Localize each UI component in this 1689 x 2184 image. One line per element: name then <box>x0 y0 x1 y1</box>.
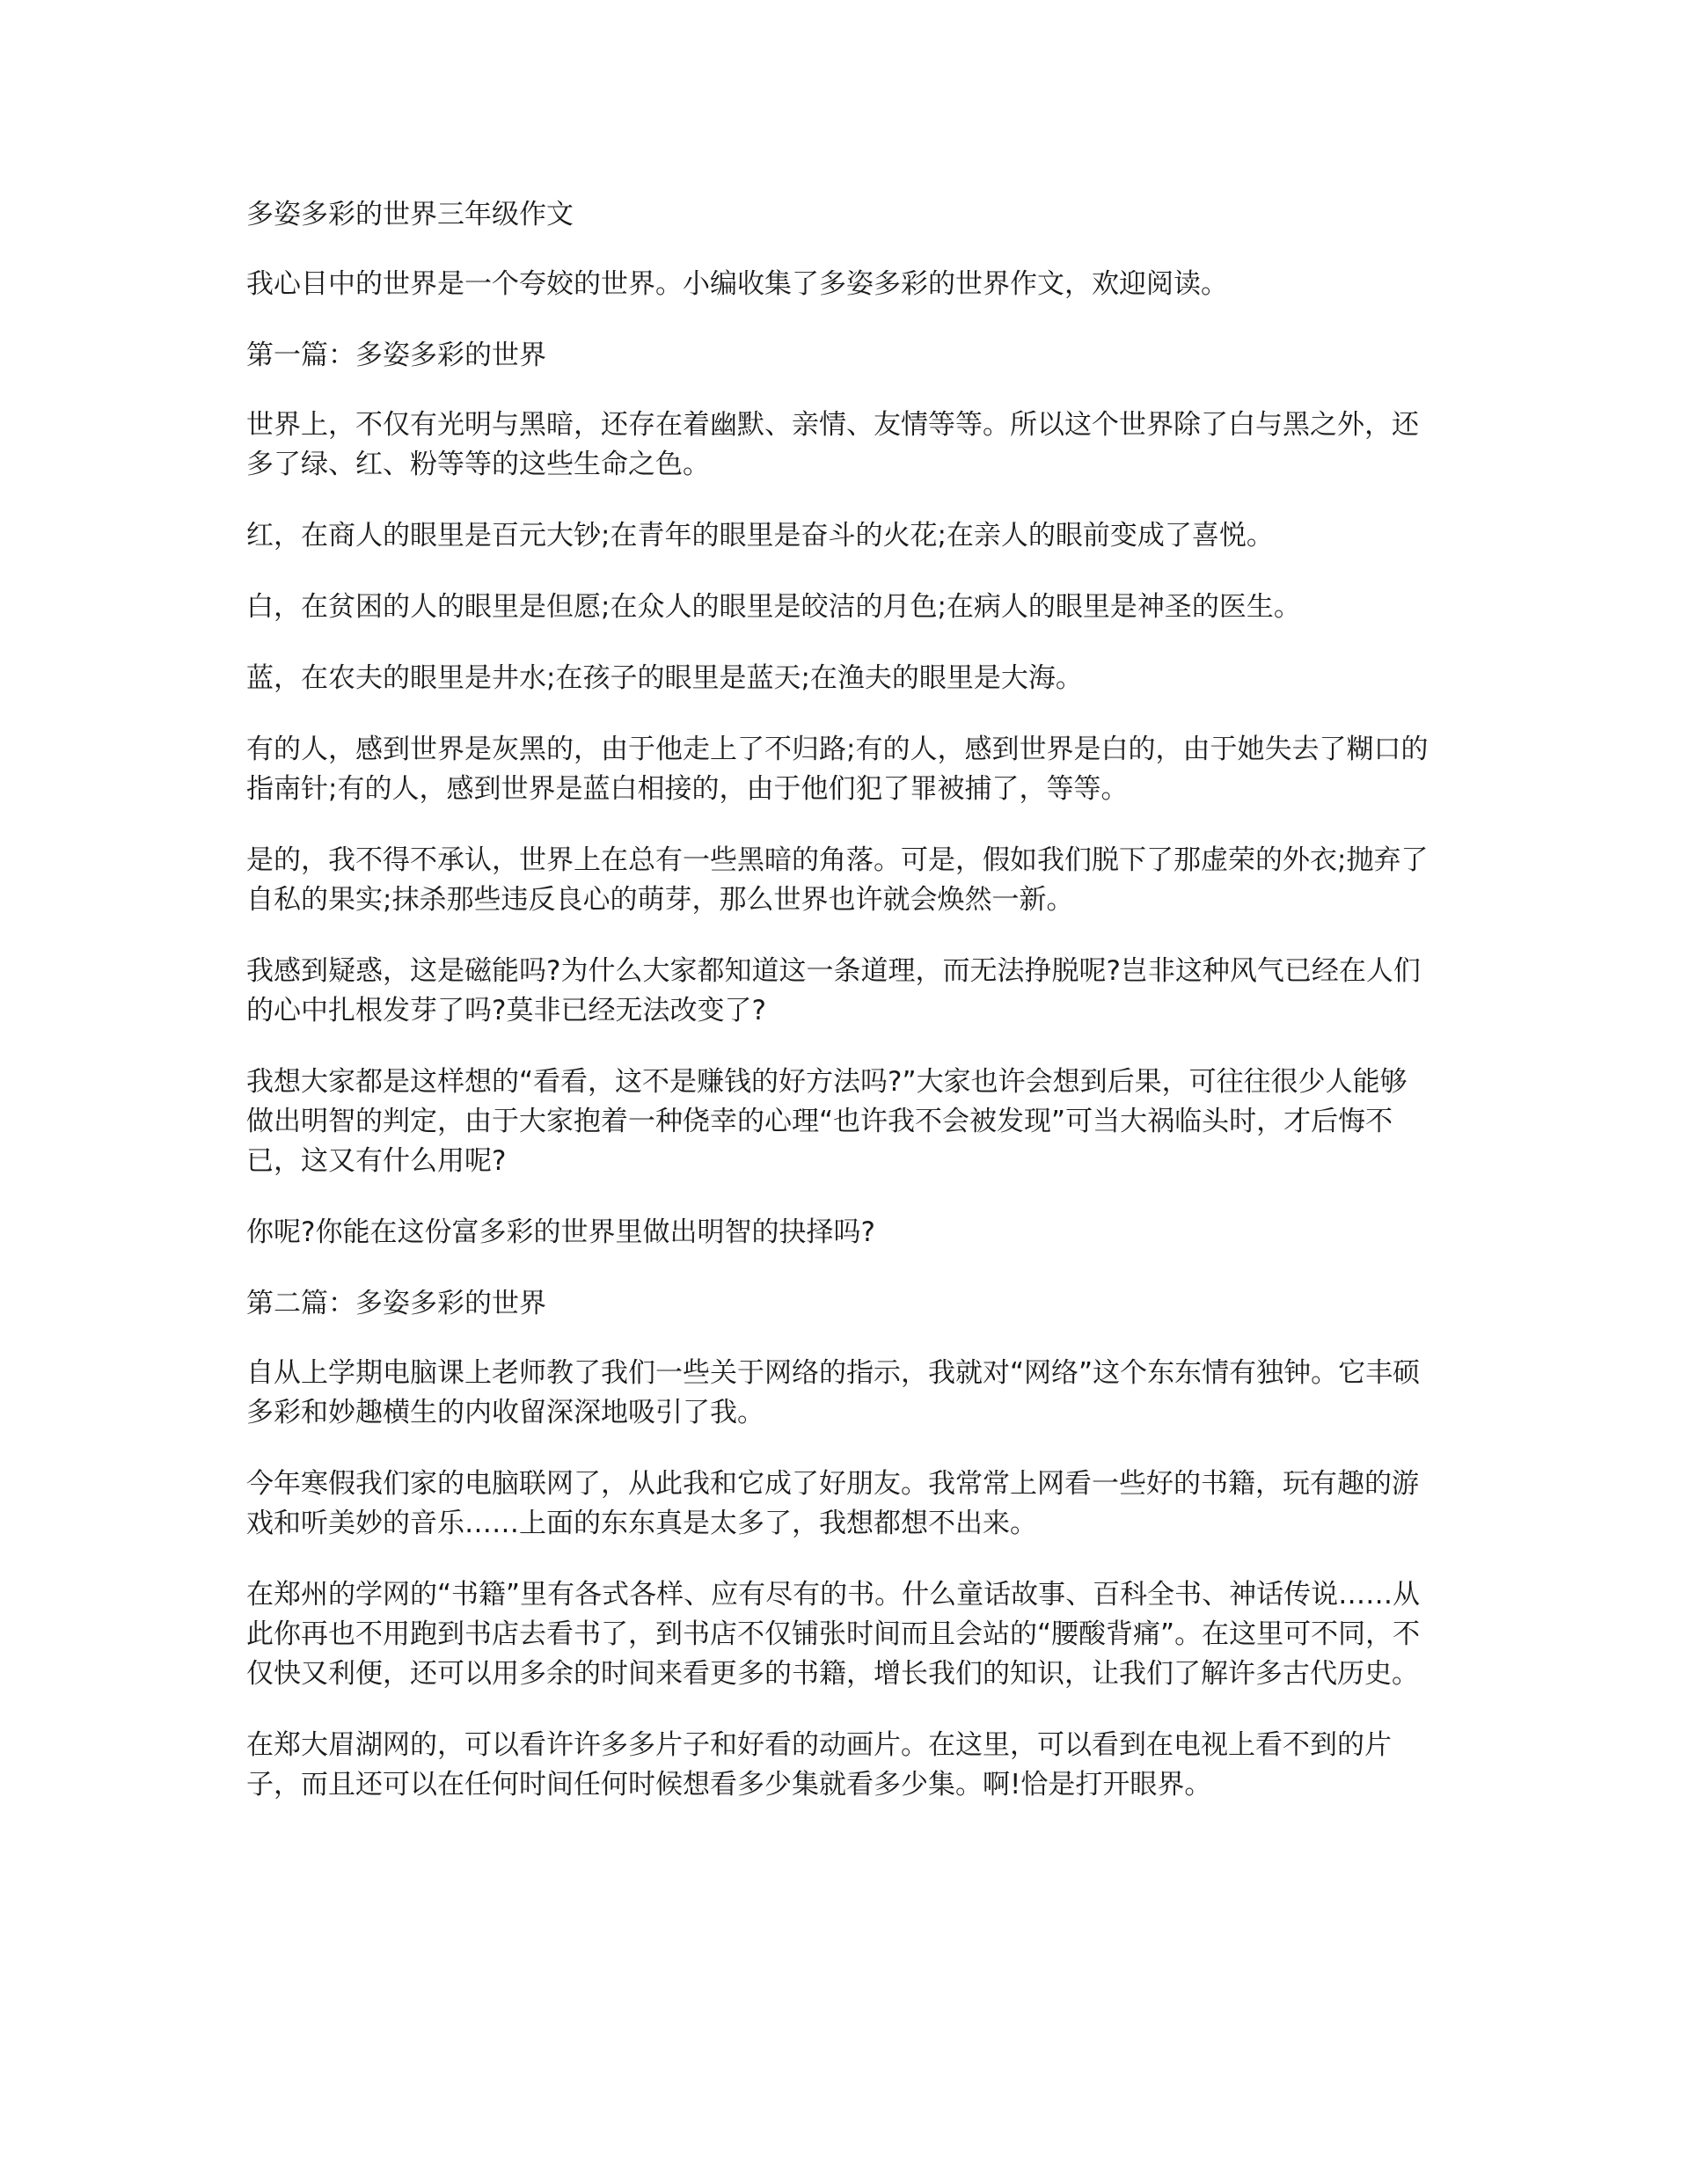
paragraph: 白，在贫困的人的眼里是但愿;在众人的眼里是皎洁的月色;在病人的眼里是神圣的医生。 <box>246 591 1301 623</box>
paragraph: 在郑州的学网的“书籍”里有各式各样、应有尽有的书。什么童话故事、百科全书、神话传说……从此你再也不用跑到书店去看书了，到书店不仅铺张时间而且会站的“腰酸背痛”。在这里可不同，不仅快又利便，还可以用多余的时间来看更多的书籍，增长我们的知识，让我们了解许多古代历史。 <box>246 1579 1421 1690</box>
paragraph: 世界上，不仅有光明与黑暗，还存在着幽默、亲情、友情等等。所以这个世界除了白与黑之外，还多了绿、红、粉等等的这些生命之色。 <box>246 409 1419 480</box>
paragraph: 有的人，感到世界是灰黑的，由于他走上了不归路;有的人，感到世界是白的，由于她失去了糊口的指南针;有的人，感到世界是蓝白相接的，由于他们犯了罪被捕了，等等。 <box>246 734 1429 805</box>
section-heading-2: 第二篇：多姿多彩的世界 <box>246 1288 546 1319</box>
paragraph: 自从上学期电脑课上老师教了我们一些关于网络的指示，我就对“网络”这个东东情有独钟。它丰硕多彩和妙趣横生的内收留深深地吸引了我。 <box>246 1357 1421 1428</box>
paragraph: 在郑大眉湖网的，可以看许许多多片子和好看的动画片。在这里，可以看到在电视上看不到的片子，而且还可以在任何时间任何时候想看多少集就看多少集。啊!恰是打开眼界。 <box>246 1729 1392 1801</box>
paragraph: 我感到疑惑，这是磁能吗?为什么大家都知道这一条道理，而无法挣脱呢?岂非这种风气已经在人们的心中扎根发芽了吗?莫非已经无法改变了? <box>246 955 1421 1026</box>
document-body <box>246 195 1434 1837</box>
paragraph: 是的，我不得不承认，世界上在总有一些黑暗的角落。可是，假如我们脱下了那虚荣的外衣;抛弃了自私的果实;抹杀那些违反良心的萌芽，那么世界也许就会焕然一新。 <box>246 844 1429 916</box>
paragraph: 我想大家都是这样想的“看看，这不是赚钱的好方法吗?”大家也许会想到后果，可往往很少人能够做出明智的判定，由于大家抱着一种侥幸的心理“也许我不会被发现”可当大祸临头时，才后悔不已，这又有什么用呢? <box>246 1066 1408 1177</box>
paragraph: 蓝，在农夫的眼里是井水;在孩子的眼里是蓝天;在渔夫的眼里是大海。 <box>246 662 1083 694</box>
section-heading-1: 第一篇：多姿多彩的世界 <box>246 340 546 371</box>
paragraph: 你呢?你能在这份富多彩的世界里做出明智的抉择吗? <box>246 1216 875 1248</box>
paragraph: 红，在商人的眼里是百元大钞;在青年的眼里是奋斗的火花;在亲人的眼前变成了喜悦。 <box>246 520 1274 551</box>
intro-paragraph: 我心目中的世界是一个夸姣的世界。小编收集了多姿多彩的世界作文，欢迎阅读。 <box>246 268 1228 300</box>
document-title: 多姿多彩的世界三年级作文 <box>246 199 574 230</box>
paragraph: 今年寒假我们家的电脑联网了，从此我和它成了好朋友。我常常上网看一些好的书籍，玩有趣的游戏和听美妙的音乐……上面的东东真是太多了，我想都想不出来。 <box>246 1468 1419 1539</box>
